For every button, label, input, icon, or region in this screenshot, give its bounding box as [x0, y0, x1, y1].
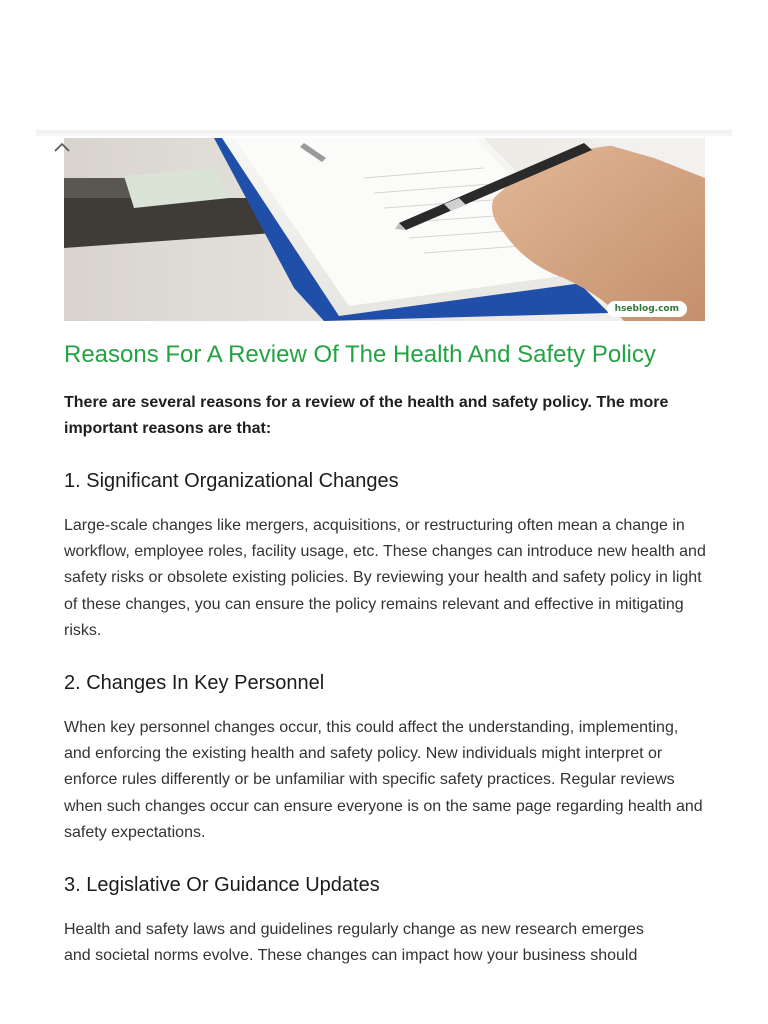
hero-image	[64, 138, 705, 321]
chevron-up-icon[interactable]	[52, 139, 72, 155]
item-body-1: Large-scale changes like mergers, acquisitions, or restructuring often mean a change in workflow, employee roles, facility usage, etc. These changes can introduce new health and safety risks or obsolete existing policies. By reviewing your health and safety policy in light of these changes, you can ensure the policy remains relevant and effective in mitigating risks.	[64, 517, 706, 639]
header-divider	[36, 130, 732, 136]
section-title: Reasons For A Review Of The Health And Safety Policy	[64, 341, 656, 368]
top-blank-area	[0, 0, 768, 130]
hero-illustration	[64, 138, 705, 321]
article-content	[64, 338, 708, 969]
item-heading-3: 3. Legislative Or Guidance Updates	[64, 874, 380, 897]
item-body-3: Health and safety laws and guidelines regularly change as new research emerges and societal norms evolve. These changes can impact how your business should	[64, 921, 644, 965]
item-body-2: When key personnel changes occur, this could affect the understanding, implementing, and enforcing the existing health and safety policy. New individuals might interpret or enforce rules differently or be unfamiliar with specific safety practices. Regular reviews when such changes occur can ensure everyone is on the same page regarding health and safety expectations.	[64, 719, 703, 841]
intro-paragraph: There are several reasons for a review of the health and safety policy. The more important reasons are that:	[64, 394, 669, 437]
hero-watermark: hseblog.com	[607, 301, 687, 317]
item-heading-2: 2. Changes In Key Personnel	[64, 672, 325, 695]
item-heading-1: 1. Significant Organizational Changes	[64, 470, 399, 492]
